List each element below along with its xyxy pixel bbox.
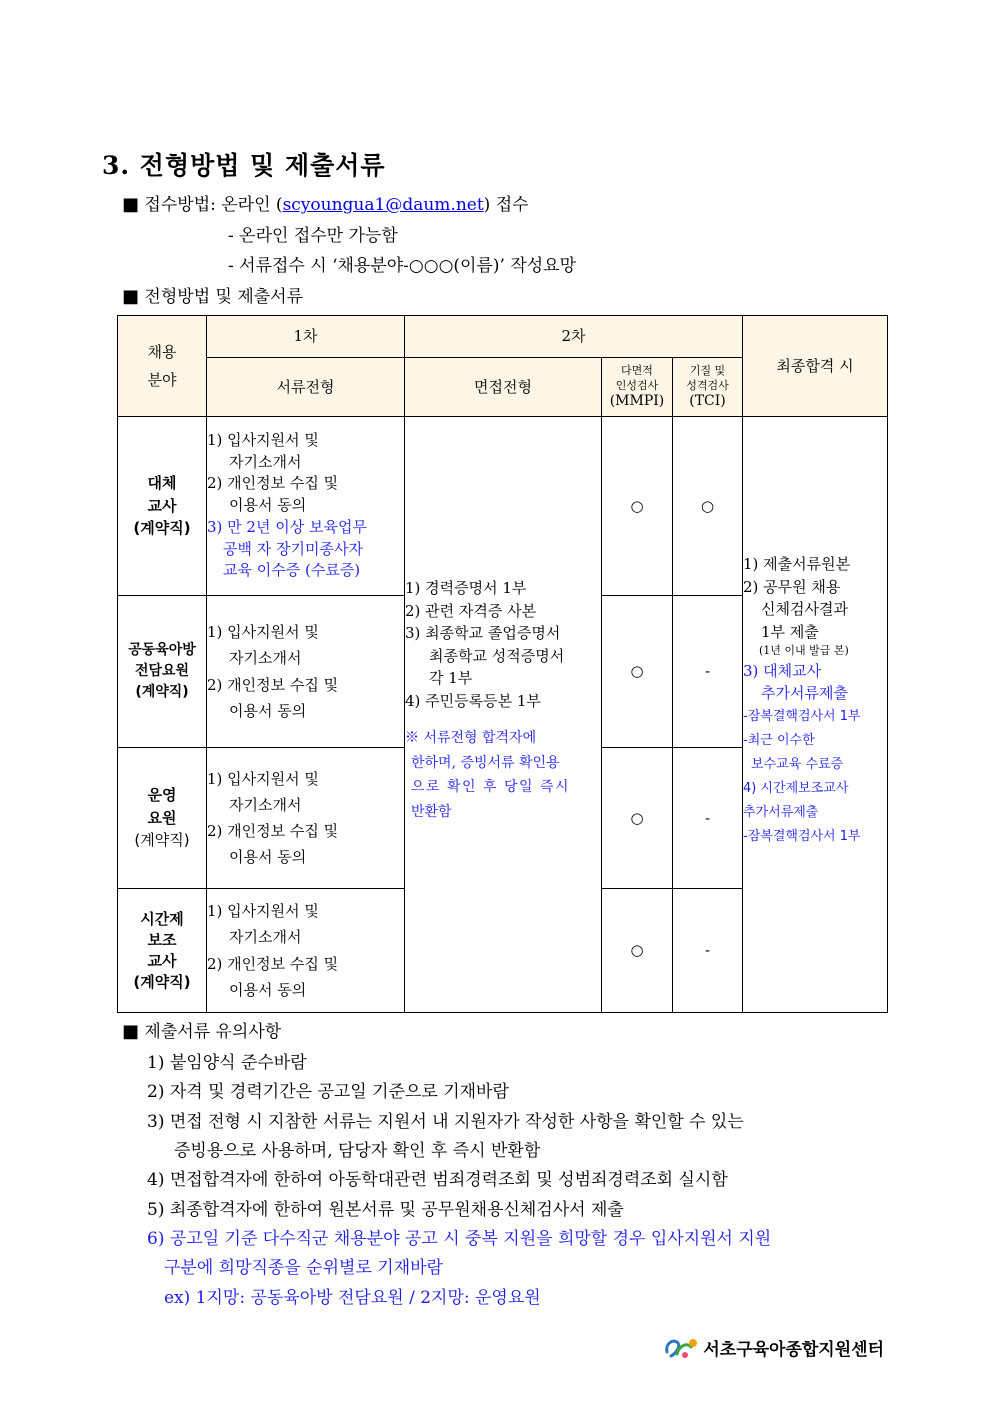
email-link[interactable]: scyoungua1@daum.net bbox=[282, 195, 484, 215]
note-item: 6) 공고일 기준 다수직군 채용분야 공고 시 중복 지원을 희망할 경우 입사지원서 지원 bbox=[147, 1229, 772, 1249]
category-playroom-staff: 공동육아방 전담요원 (계약직) bbox=[118, 596, 207, 748]
reception-sub1: - 온라인 접수만 가능함 bbox=[228, 226, 398, 246]
note-item: 증빙용으로 사용하며, 담당자 확인 후 즉시 반환함 bbox=[174, 1141, 541, 1161]
docs-list: 1) 입사지원서 및 자기소개서 2) 개인정보 수집 및 이용서 동의 3) 만 2년 이상 보육업무 공백 자 장기미종사자 교육 이수증 (수료증) bbox=[207, 417, 405, 596]
notes-heading-text: 제출서류 유의사항 bbox=[144, 1022, 282, 1042]
note-item: 3) 면접 전형 시 지참한 서류는 지원서 내 지원자가 작성한 사항을 확인할 수 있는 bbox=[147, 1112, 744, 1132]
bullet-square-icon: ■ bbox=[122, 194, 140, 215]
method-heading bbox=[122, 282, 303, 307]
table-row bbox=[118, 417, 888, 596]
docs-list: 1) 입사지원서 및 자기소개서 2) 개인정보 수집 및 이용서 동의 bbox=[207, 889, 405, 1013]
header-final: 최종합격 시 bbox=[743, 316, 888, 417]
section-title: 3. 전형방법 및 제출서류 bbox=[102, 151, 386, 180]
header-round1: 1차 bbox=[207, 316, 405, 358]
interview-docs: 1) 경력증명서 1부 2) 관련 자격증 사본 3) 최종학교 졸업증명서 최종학교 성적증명서 각 1부 4) 주민등록등본 1부 ※ 서류전형 합격자에 한하며, 증빙서류 확인용 으로 확인 후 당일 즉시 반환함 bbox=[405, 417, 602, 1013]
category-operations-staff: 운영 요원 (계약직) bbox=[118, 748, 207, 889]
header-doc-screening: 서류전형 bbox=[207, 358, 405, 417]
bullet-square-icon: ■ bbox=[122, 286, 140, 307]
tci-mark: - bbox=[673, 748, 743, 889]
org-logo bbox=[663, 1334, 884, 1360]
header-mmpi: 다면적 인성검사 (MMPI) bbox=[602, 358, 673, 417]
note-item: 2) 자격 및 경력기간은 공고일 기준으로 기재바람 bbox=[147, 1082, 509, 1102]
mmpi-mark: ○ bbox=[602, 889, 673, 1013]
selection-table bbox=[117, 315, 888, 1013]
final-docs: 1) 제출서류원본 2) 공무원 채용 신체검사결과 1부 제출 (1년 이내 발급 본) 3) 대체교사 추가서류제출 -잠복결핵검사서 1부 -최근 이수한 보수교육 수료증 4) 시간제보조교사 추가서류제출 -잠복결핵검사서 1부 bbox=[743, 417, 888, 1013]
notes-heading bbox=[122, 1017, 281, 1042]
logo-text: 서초구육아종합지원센터 bbox=[703, 1339, 884, 1360]
bullet-square-icon: ■ bbox=[122, 1021, 140, 1042]
docs-list: 1) 입사지원서 및 자기소개서 2) 개인정보 수집 및 이용서 동의 bbox=[207, 596, 405, 748]
mmpi-mark: ○ bbox=[602, 596, 673, 748]
header-field: 채용 분야 bbox=[118, 316, 207, 417]
category-substitute-teacher: 대체 교사 (계약직) bbox=[118, 417, 207, 596]
category-part-time-teacher: 시간제 보조 교사 (계약직) bbox=[118, 889, 207, 1013]
mmpi-mark: ○ bbox=[602, 417, 673, 596]
note-item: 1) 붙임양식 준수바람 bbox=[147, 1053, 307, 1073]
reception-prefix: 온라인 ( bbox=[221, 195, 283, 215]
reception-suffix: ) 접수 bbox=[483, 195, 529, 215]
header-interview: 면접전형 bbox=[405, 358, 602, 417]
docs-list: 1) 입사지원서 및 자기소개서 2) 개인정보 수집 및 이용서 동의 bbox=[207, 748, 405, 889]
reception-line bbox=[122, 190, 529, 215]
tci-mark: - bbox=[673, 889, 743, 1013]
reception-label: 접수방법: bbox=[144, 195, 216, 215]
note-item: ex) 1지망: 공동육아방 전담요원 / 2지망: 운영요원 bbox=[164, 1288, 541, 1308]
reception-sub2: - 서류접수 시 ‘채용분야-○○○(이름)’ 작성요망 bbox=[228, 256, 577, 276]
tci-mark: - bbox=[673, 596, 743, 748]
mmpi-mark: ○ bbox=[602, 748, 673, 889]
header-tci: 기질 및 성격검사 (TCI) bbox=[673, 358, 743, 417]
note-item: 구분에 희망직종을 순위별로 기재바람 bbox=[164, 1258, 443, 1278]
tci-mark: ○ bbox=[673, 417, 743, 596]
logo-icon bbox=[663, 1334, 701, 1360]
note-item: 5) 최종합격자에 한하여 원본서류 및 공무원채용신체검사서 제출 bbox=[147, 1200, 624, 1220]
note-item: 4) 면접합격자에 한하여 아동학대관련 범죄경력조회 및 성범죄경력조회 실시함 bbox=[147, 1170, 728, 1190]
method-heading-text: 전형방법 및 제출서류 bbox=[144, 287, 304, 307]
header-round2: 2차 bbox=[405, 316, 743, 358]
